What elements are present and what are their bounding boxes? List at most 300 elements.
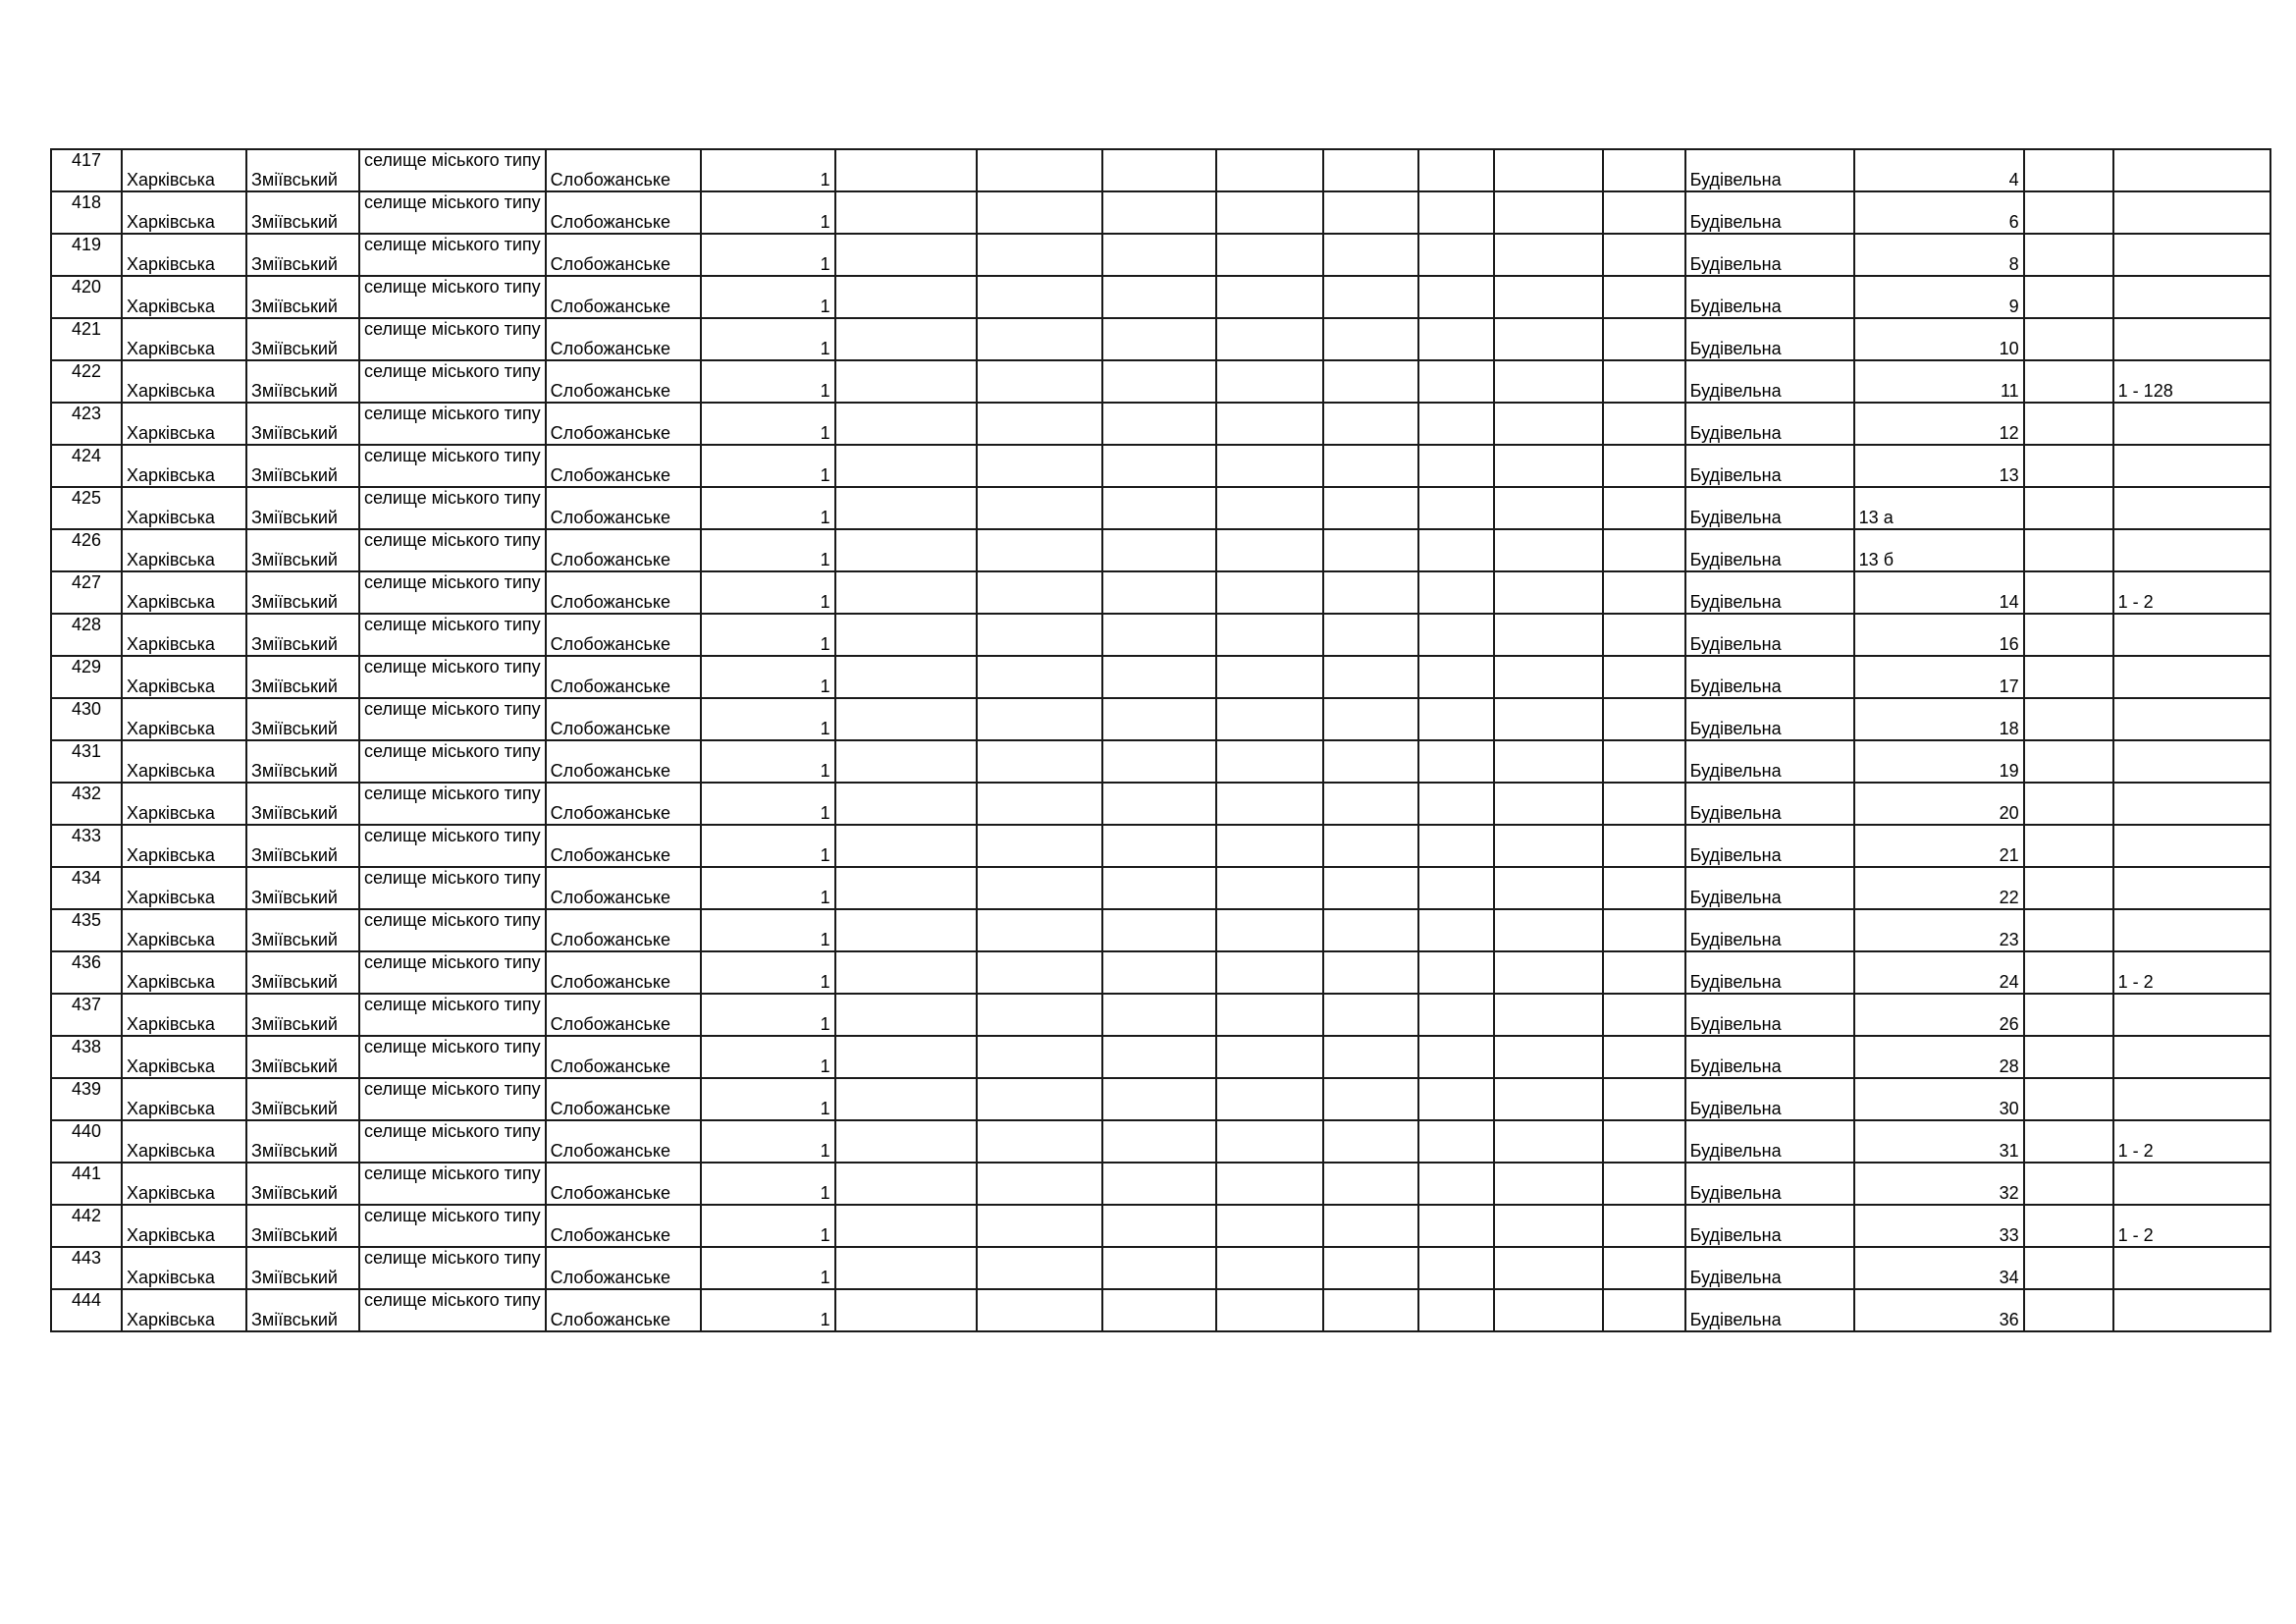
empty-cell <box>1418 1036 1494 1078</box>
empty-cell <box>1418 571 1494 614</box>
empty-cell <box>835 276 977 318</box>
empty-cell <box>1603 318 1685 360</box>
district-cell: Зміївський <box>246 867 359 909</box>
empty-cell <box>977 614 1102 656</box>
empty-cell <box>1494 276 1603 318</box>
empty-cell <box>977 234 1102 276</box>
empty-cell <box>1494 1078 1603 1120</box>
row-number: 435 <box>51 909 122 951</box>
empty-cell <box>1603 656 1685 698</box>
empty-cell <box>1603 698 1685 740</box>
empty-cell <box>977 1120 1102 1163</box>
empty-cell <box>1494 1036 1603 1078</box>
empty-cell <box>1603 1205 1685 1247</box>
empty-cell <box>1102 740 1216 783</box>
table-row <box>51 487 2270 529</box>
street-cell: Будівельна <box>1685 994 1854 1036</box>
empty-cell <box>1216 1120 1323 1163</box>
empty-cell <box>1323 825 1418 867</box>
empty-cell <box>1494 571 1603 614</box>
house-number-cell: 24 <box>1854 951 2024 994</box>
row-number: 437 <box>51 994 122 1036</box>
empty-cell <box>1216 318 1323 360</box>
empty-cell <box>1216 360 1323 403</box>
house-number-cell: 20 <box>1854 783 2024 825</box>
code-cell: 1 <box>701 1247 835 1289</box>
empty-cell <box>1102 487 1216 529</box>
empty-cell <box>1603 360 1685 403</box>
empty-cell <box>1216 994 1323 1036</box>
empty-cell <box>2024 360 2113 403</box>
empty-cell <box>1323 276 1418 318</box>
empty-cell <box>977 951 1102 994</box>
table-row <box>51 1163 2270 1205</box>
region-cell: Харківська <box>122 951 246 994</box>
empty-cell <box>1603 149 1685 191</box>
empty-cell <box>2024 614 2113 656</box>
apartments-cell <box>2113 825 2270 867</box>
apartments-cell <box>2113 318 2270 360</box>
code-cell: 1 <box>701 234 835 276</box>
street-cell: Будівельна <box>1685 276 1854 318</box>
settlement-cell: Слобожанське <box>546 740 701 783</box>
empty-cell <box>1494 149 1603 191</box>
table-row <box>51 909 2270 951</box>
code-cell: 1 <box>701 740 835 783</box>
empty-cell <box>2024 656 2113 698</box>
empty-cell <box>1603 614 1685 656</box>
empty-cell <box>1418 445 1494 487</box>
empty-cell <box>835 234 977 276</box>
empty-cell <box>1323 445 1418 487</box>
settlement-type-cell: селище міського типу <box>359 740 546 783</box>
table-row <box>51 445 2270 487</box>
empty-cell <box>835 403 977 445</box>
apartments-cell <box>2113 698 2270 740</box>
street-cell: Будівельна <box>1685 1205 1854 1247</box>
district-cell: Зміївський <box>246 1247 359 1289</box>
empty-cell <box>835 1120 977 1163</box>
row-number: 438 <box>51 1036 122 1078</box>
empty-cell <box>835 825 977 867</box>
settlement-type-cell: селище міського типу <box>359 445 546 487</box>
code-cell: 1 <box>701 318 835 360</box>
region-cell: Харківська <box>122 529 246 571</box>
settlement-type-cell: селище міського типу <box>359 487 546 529</box>
empty-cell <box>1418 276 1494 318</box>
empty-cell <box>1102 1036 1216 1078</box>
district-cell: Зміївський <box>246 276 359 318</box>
empty-cell <box>977 867 1102 909</box>
settlement-type-cell: селище міського типу <box>359 1247 546 1289</box>
table-row <box>51 403 2270 445</box>
settlement-type-cell: селище міського типу <box>359 994 546 1036</box>
row-number: 430 <box>51 698 122 740</box>
row-number: 427 <box>51 571 122 614</box>
empty-cell <box>1494 191 1603 234</box>
row-number: 432 <box>51 783 122 825</box>
settlement-cell: Слобожанське <box>546 445 701 487</box>
settlement-type-cell: селище міського типу <box>359 529 546 571</box>
empty-cell <box>2024 191 2113 234</box>
empty-cell <box>1323 191 1418 234</box>
code-cell: 1 <box>701 951 835 994</box>
table-row <box>51 1205 2270 1247</box>
settlement-type-cell: селище міського типу <box>359 360 546 403</box>
code-cell: 1 <box>701 656 835 698</box>
empty-cell <box>1216 234 1323 276</box>
code-cell: 1 <box>701 571 835 614</box>
apartments-cell <box>2113 740 2270 783</box>
empty-cell <box>977 1036 1102 1078</box>
house-number-cell: 23 <box>1854 909 2024 951</box>
empty-cell <box>835 529 977 571</box>
street-cell: Будівельна <box>1685 1163 1854 1205</box>
empty-cell <box>977 1078 1102 1120</box>
settlement-type-cell: селище міського типу <box>359 1078 546 1120</box>
empty-cell <box>835 698 977 740</box>
settlement-type-cell: селище міського типу <box>359 909 546 951</box>
apartments-cell <box>2113 909 2270 951</box>
code-cell: 1 <box>701 191 835 234</box>
empty-cell <box>1216 867 1323 909</box>
empty-cell <box>1102 909 1216 951</box>
empty-cell <box>835 1289 977 1331</box>
empty-cell <box>1418 360 1494 403</box>
settlement-type-cell: селище міського типу <box>359 698 546 740</box>
settlement-cell: Слобожанське <box>546 698 701 740</box>
settlement-cell: Слобожанське <box>546 825 701 867</box>
empty-cell <box>1102 825 1216 867</box>
house-number-cell: 34 <box>1854 1247 2024 1289</box>
empty-cell <box>1216 1078 1323 1120</box>
district-cell: Зміївський <box>246 783 359 825</box>
empty-cell <box>1323 571 1418 614</box>
empty-cell <box>1494 951 1603 994</box>
empty-cell <box>1216 1289 1323 1331</box>
apartments-cell: 1 - 2 <box>2113 951 2270 994</box>
code-cell: 1 <box>701 1120 835 1163</box>
row-number: 429 <box>51 656 122 698</box>
code-cell: 1 <box>701 529 835 571</box>
district-cell: Зміївський <box>246 994 359 1036</box>
settlement-type-cell: селище міського типу <box>359 1163 546 1205</box>
code-cell: 1 <box>701 825 835 867</box>
apartments-cell <box>2113 403 2270 445</box>
empty-cell <box>1494 740 1603 783</box>
empty-cell <box>1418 614 1494 656</box>
empty-cell <box>1102 1078 1216 1120</box>
empty-cell <box>1418 1120 1494 1163</box>
apartments-cell <box>2113 149 2270 191</box>
empty-cell <box>1216 909 1323 951</box>
empty-cell <box>1102 360 1216 403</box>
region-cell: Харківська <box>122 487 246 529</box>
empty-cell <box>1494 867 1603 909</box>
empty-cell <box>835 867 977 909</box>
district-cell: Зміївський <box>246 149 359 191</box>
row-number: 420 <box>51 276 122 318</box>
empty-cell <box>2024 1247 2113 1289</box>
settlement-type-cell: селище міського типу <box>359 234 546 276</box>
table-row <box>51 1247 2270 1289</box>
empty-cell <box>1323 740 1418 783</box>
empty-cell <box>1102 1120 1216 1163</box>
apartments-cell <box>2113 1163 2270 1205</box>
empty-cell <box>2024 783 2113 825</box>
empty-cell <box>1603 909 1685 951</box>
street-cell: Будівельна <box>1685 698 1854 740</box>
empty-cell <box>1102 1205 1216 1247</box>
district-cell: Зміївський <box>246 445 359 487</box>
settlement-cell: Слобожанське <box>546 1247 701 1289</box>
settlement-cell: Слобожанське <box>546 994 701 1036</box>
empty-cell <box>1418 783 1494 825</box>
empty-cell <box>835 571 977 614</box>
empty-cell <box>2024 994 2113 1036</box>
empty-cell <box>977 656 1102 698</box>
empty-cell <box>1603 529 1685 571</box>
street-cell: Будівельна <box>1685 1120 1854 1163</box>
empty-cell <box>1418 1247 1494 1289</box>
empty-cell <box>1494 1289 1603 1331</box>
row-number: 422 <box>51 360 122 403</box>
empty-cell <box>977 1205 1102 1247</box>
settlement-cell: Слобожанське <box>546 1163 701 1205</box>
empty-cell <box>1418 951 1494 994</box>
table-row <box>51 360 2270 403</box>
region-cell: Харківська <box>122 1205 246 1247</box>
empty-cell <box>977 740 1102 783</box>
apartments-cell <box>2113 1247 2270 1289</box>
street-cell: Будівельна <box>1685 234 1854 276</box>
empty-cell <box>1418 867 1494 909</box>
apartments-cell <box>2113 1078 2270 1120</box>
empty-cell <box>1494 529 1603 571</box>
settlement-cell: Слобожанське <box>546 403 701 445</box>
empty-cell <box>1418 1078 1494 1120</box>
empty-cell <box>835 318 977 360</box>
house-number-cell: 31 <box>1854 1120 2024 1163</box>
street-cell: Будівельна <box>1685 951 1854 994</box>
empty-cell <box>2024 1078 2113 1120</box>
settlement-cell: Слобожанське <box>546 1205 701 1247</box>
empty-cell <box>2024 867 2113 909</box>
empty-cell <box>1494 614 1603 656</box>
empty-cell <box>1102 529 1216 571</box>
empty-cell <box>1418 529 1494 571</box>
empty-cell <box>977 360 1102 403</box>
region-cell: Харківська <box>122 360 246 403</box>
empty-cell <box>1216 614 1323 656</box>
house-number-cell: 16 <box>1854 614 2024 656</box>
settlement-cell: Слобожанське <box>546 614 701 656</box>
apartments-cell: 1 - 128 <box>2113 360 2270 403</box>
empty-cell <box>1494 360 1603 403</box>
street-cell: Будівельна <box>1685 1036 1854 1078</box>
empty-cell <box>2024 909 2113 951</box>
district-cell: Зміївський <box>246 1120 359 1163</box>
settlement-cell: Слобожанське <box>546 487 701 529</box>
house-number-cell: 13 <box>1854 445 2024 487</box>
district-cell: Зміївський <box>246 529 359 571</box>
empty-cell <box>835 1078 977 1120</box>
empty-cell <box>1323 1078 1418 1120</box>
empty-cell <box>1603 276 1685 318</box>
street-cell: Будівельна <box>1685 191 1854 234</box>
house-number-cell: 30 <box>1854 1078 2024 1120</box>
empty-cell <box>2024 318 2113 360</box>
empty-cell <box>1418 698 1494 740</box>
empty-cell <box>1323 234 1418 276</box>
empty-cell <box>1323 614 1418 656</box>
table-row <box>51 318 2270 360</box>
settlement-type-cell: селище міського типу <box>359 1289 546 1331</box>
empty-cell <box>2024 825 2113 867</box>
empty-cell <box>835 951 977 994</box>
empty-cell <box>1323 994 1418 1036</box>
street-cell: Будівельна <box>1685 909 1854 951</box>
table-row <box>51 825 2270 867</box>
empty-cell <box>1102 445 1216 487</box>
house-number-cell: 10 <box>1854 318 2024 360</box>
house-number-cell: 12 <box>1854 403 2024 445</box>
empty-cell <box>1216 1163 1323 1205</box>
empty-cell <box>2024 1163 2113 1205</box>
house-number-cell: 32 <box>1854 1163 2024 1205</box>
settlement-type-cell: селище міського типу <box>359 1036 546 1078</box>
code-cell: 1 <box>701 909 835 951</box>
empty-cell <box>1323 318 1418 360</box>
empty-cell <box>2024 740 2113 783</box>
empty-cell <box>1102 149 1216 191</box>
empty-cell <box>2024 951 2113 994</box>
apartments-cell <box>2113 614 2270 656</box>
empty-cell <box>1603 1078 1685 1120</box>
district-cell: Зміївський <box>246 656 359 698</box>
table-row <box>51 149 2270 191</box>
apartments-cell: 1 - 2 <box>2113 571 2270 614</box>
empty-cell <box>1418 909 1494 951</box>
empty-cell <box>1323 1247 1418 1289</box>
region-cell: Харківська <box>122 1120 246 1163</box>
apartments-cell <box>2113 276 2270 318</box>
empty-cell <box>1323 951 1418 994</box>
settlement-cell: Слобожанське <box>546 656 701 698</box>
empty-cell <box>1418 1289 1494 1331</box>
row-number: 433 <box>51 825 122 867</box>
table-row <box>51 783 2270 825</box>
empty-cell <box>1603 740 1685 783</box>
table-row <box>51 234 2270 276</box>
code-cell: 1 <box>701 276 835 318</box>
table-row <box>51 740 2270 783</box>
street-cell: Будівельна <box>1685 318 1854 360</box>
region-cell: Харківська <box>122 994 246 1036</box>
empty-cell <box>1603 191 1685 234</box>
empty-cell <box>2024 1120 2113 1163</box>
empty-cell <box>1494 783 1603 825</box>
settlement-cell: Слобожанське <box>546 276 701 318</box>
table-row <box>51 994 2270 1036</box>
street-cell: Будівельна <box>1685 445 1854 487</box>
empty-cell <box>1323 783 1418 825</box>
empty-cell <box>1323 698 1418 740</box>
apartments-cell <box>2113 445 2270 487</box>
district-cell: Зміївський <box>246 487 359 529</box>
empty-cell <box>1323 1036 1418 1078</box>
empty-cell <box>977 698 1102 740</box>
street-cell: Будівельна <box>1685 656 1854 698</box>
empty-cell <box>835 149 977 191</box>
empty-cell <box>1216 191 1323 234</box>
region-cell: Харківська <box>122 276 246 318</box>
row-number: 431 <box>51 740 122 783</box>
code-cell: 1 <box>701 1205 835 1247</box>
settlement-cell: Слобожанське <box>546 1036 701 1078</box>
empty-cell <box>835 1247 977 1289</box>
region-cell: Харківська <box>122 318 246 360</box>
code-cell: 1 <box>701 1036 835 1078</box>
street-cell: Будівельна <box>1685 1078 1854 1120</box>
empty-cell <box>1603 994 1685 1036</box>
empty-cell <box>835 191 977 234</box>
empty-cell <box>2024 698 2113 740</box>
empty-cell <box>1603 1289 1685 1331</box>
empty-cell <box>1494 318 1603 360</box>
apartments-cell <box>2113 191 2270 234</box>
empty-cell <box>1418 487 1494 529</box>
empty-cell <box>1603 1120 1685 1163</box>
empty-cell <box>1494 403 1603 445</box>
table-row <box>51 1289 2270 1331</box>
empty-cell <box>1102 403 1216 445</box>
region-cell: Харківська <box>122 698 246 740</box>
address-table <box>50 148 2271 1332</box>
empty-cell <box>1102 951 1216 994</box>
empty-cell <box>1494 909 1603 951</box>
region-cell: Харківська <box>122 656 246 698</box>
street-cell: Будівельна <box>1685 1289 1854 1331</box>
empty-cell <box>1494 487 1603 529</box>
empty-cell <box>977 571 1102 614</box>
empty-cell <box>1323 360 1418 403</box>
empty-cell <box>1494 1120 1603 1163</box>
house-number-cell: 4 <box>1854 149 2024 191</box>
empty-cell <box>1216 445 1323 487</box>
region-cell: Харківська <box>122 234 246 276</box>
empty-cell <box>1102 1289 1216 1331</box>
empty-cell <box>835 445 977 487</box>
street-cell: Будівельна <box>1685 740 1854 783</box>
empty-cell <box>1216 951 1323 994</box>
empty-cell <box>1603 825 1685 867</box>
empty-cell <box>1323 1163 1418 1205</box>
settlement-cell: Слобожанське <box>546 951 701 994</box>
empty-cell <box>1323 403 1418 445</box>
empty-cell <box>977 445 1102 487</box>
empty-cell <box>1216 1205 1323 1247</box>
district-cell: Зміївський <box>246 1205 359 1247</box>
table-row <box>51 614 2270 656</box>
empty-cell <box>1603 867 1685 909</box>
row-number: 442 <box>51 1205 122 1247</box>
empty-cell <box>1418 149 1494 191</box>
table-row <box>51 867 2270 909</box>
empty-cell <box>835 783 977 825</box>
settlement-type-cell: селище міського типу <box>359 825 546 867</box>
code-cell: 1 <box>701 445 835 487</box>
